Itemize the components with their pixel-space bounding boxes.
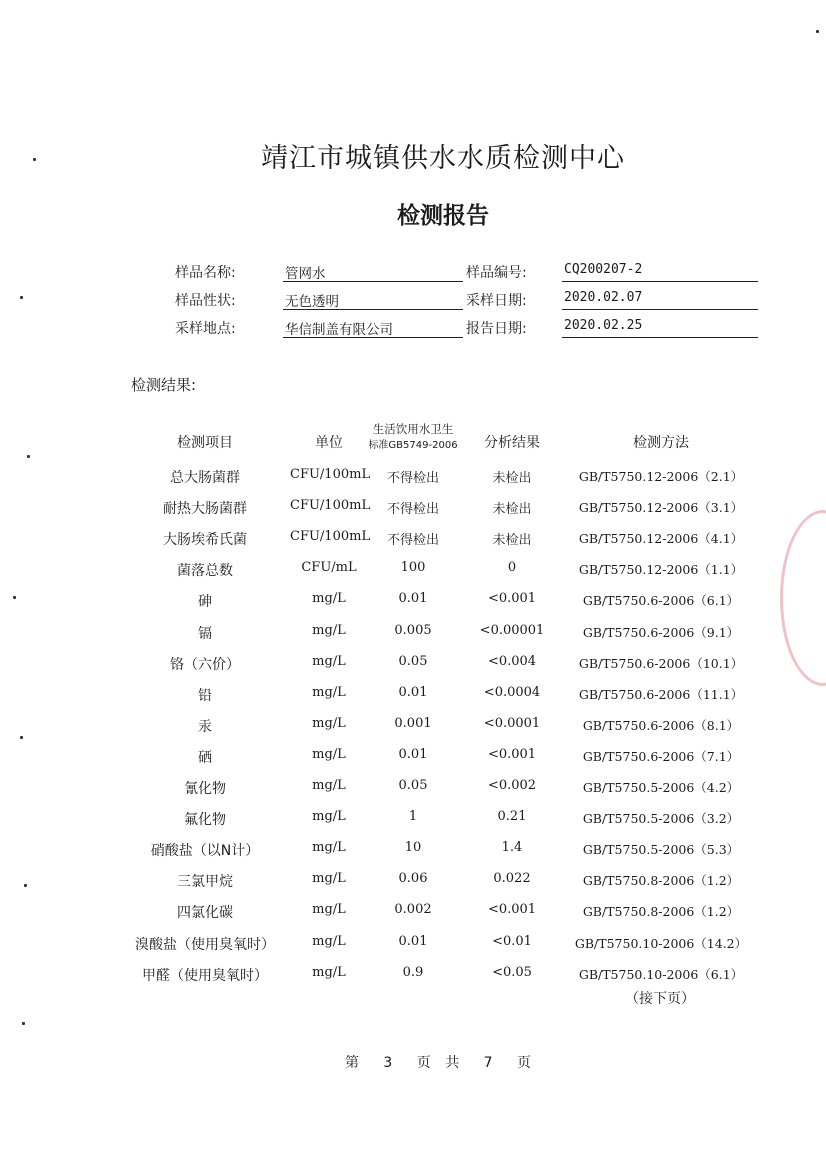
row-item: 镉 [198,625,212,642]
sampling-date-label: 采样日期: [466,293,527,309]
row-unit: CFU/100mL [290,498,371,514]
row-item: 三氯甲烷 [177,874,233,891]
table-row [0,591,826,622]
row-result: <0.001 [487,746,537,762]
report-date-label: 报告日期: [466,321,527,337]
row-method: GB/T5750.6-2006（7.1） [582,748,740,764]
table-header-row [0,422,826,463]
table-row [0,529,826,560]
sample-number-label: 样品编号: [466,265,527,281]
row-item: 甲醛（使用臭氧时） [142,967,268,984]
row-method: GB/T5750.5-2006（5.3） [582,842,740,858]
row-method: GB/T5750.10-2006（14.2） [574,935,748,951]
sample-info-row-3 [0,318,826,340]
header-method: 检测方法 [633,435,689,451]
row-standard: 0.05 [398,653,428,669]
row-item: 氟化物 [184,812,226,829]
row-result: <0.004 [487,653,537,669]
report-date-value: 2020.02.25 [562,318,758,338]
footer-total-pages: 7 [483,1055,493,1071]
row-standard: 0.01 [398,591,428,607]
organization-title: 靖江市城镇供水水质检测中心 [261,143,625,174]
report-title: 检测报告 [397,203,489,229]
table-row [0,809,826,840]
row-unit: mg/L [312,902,346,918]
table-row [0,654,826,685]
row-standard: 0.9 [402,964,424,980]
footer-middle: 页 共 [416,1055,460,1071]
row-standard: 0.01 [398,933,428,949]
row-result: <0.00001 [479,622,545,638]
row-unit: CFU/100mL [290,529,371,545]
row-result: <0.001 [487,591,537,607]
row-result: <0.002 [487,778,537,793]
row-method: GB/T5750.6-2006（6.1） [582,593,740,609]
row-standard: 1 [408,809,418,825]
row-item: 总大肠菌群 [170,470,240,486]
row-unit: mg/L [312,933,346,949]
table-row [0,685,826,716]
row-standard: 0.01 [398,684,428,700]
row-method: GB/T5750.8-2006（1.2） [582,904,740,920]
row-item: 耐热大肠菌群 [163,501,247,518]
row-unit: mg/L [312,684,346,700]
row-unit: mg/L [312,622,346,638]
row-standard: 100 [400,560,426,576]
row-item: 汞 [198,718,212,735]
header-standard-line2: 标准GB5749-2006 [368,440,458,451]
row-unit: mg/L [312,778,346,793]
row-result: 1.4 [501,840,523,856]
scan-speck [816,30,819,33]
row-result: <0.01 [492,933,532,949]
row-item: 铬（六价） [170,656,240,673]
row-result: <0.0004 [483,684,541,700]
row-result: <0.001 [487,902,537,918]
row-method: GB/T5750.5-2006（3.2） [582,811,740,827]
row-result: 0.022 [493,871,531,887]
table-row [0,902,826,933]
sampling-location-label: 采样地点: [175,321,236,337]
row-item: 氰化物 [184,781,226,797]
table-row [0,467,826,498]
continue-note: （接下页） [625,991,695,1007]
table-row [0,934,826,965]
row-standard: 10 [404,840,422,856]
row-result: 0.21 [497,809,527,825]
row-method: GB/T5750.6-2006（9.1） [582,624,740,640]
table-row [0,840,826,871]
row-unit: mg/L [312,591,346,607]
row-method: GB/T5750.12-2006（1.1） [578,562,744,578]
row-result: <0.05 [492,964,532,980]
row-item: 溴酸盐（使用臭氧时） [135,936,275,953]
table-row [0,560,826,591]
row-item: 菌落总数 [177,563,233,580]
row-unit: CFU/100mL [290,467,371,482]
row-standard: 不得检出 [386,471,439,486]
header-result: 分析结果 [484,435,540,451]
row-item: 大肠埃希氏菌 [163,532,247,549]
footer-prefix: 第 [344,1055,359,1071]
row-method: GB/T5750.6-2006（8.1） [582,717,740,733]
row-method: GB/T5750.8-2006（1.2） [582,873,740,889]
row-item: 砷 [198,594,212,611]
table-row [0,747,826,778]
row-standard: 0.005 [394,622,432,638]
sample-state-value: 无色透明 [283,290,463,310]
sampling-location-value: 华信制盖有限公司 [283,318,463,338]
row-method: GB/T5750.10-2006（6.1） [578,966,744,982]
row-method: GB/T5750.5-2006（4.2） [582,780,740,795]
row-item: 四氯化碳 [177,905,233,922]
row-item: 硒 [198,749,212,766]
header-standard [368,422,458,453]
sample-info-row-1 [0,262,826,284]
table-row [0,498,826,529]
row-standard: 0.002 [394,902,432,918]
row-standard: 不得检出 [386,533,439,549]
footer-suffix: 页 [517,1055,532,1071]
row-standard: 不得检出 [386,502,439,518]
sample-number-value: CQ200207-2 [562,262,758,282]
results-section-label: 检测结果: [131,376,197,394]
row-result: 未检出 [492,471,532,486]
row-result: 未检出 [492,533,532,549]
row-method: GB/T5750.6-2006（10.1） [578,655,744,671]
row-method: GB/T5750.6-2006（11.1） [578,686,744,702]
table-row [0,778,826,809]
sample-name-value: 管网水 [283,262,463,282]
row-standard: 0.001 [394,715,432,731]
row-unit: mg/L [312,871,346,887]
row-standard: 0.06 [398,871,428,887]
table-row [0,623,826,654]
row-item: 硝酸盐（以N计） [150,843,260,860]
sample-state-label: 样品性状: [175,293,236,309]
sampling-date-value: 2020.02.07 [562,290,758,310]
row-result: 未检出 [492,502,532,518]
row-unit: mg/L [312,746,346,762]
table-row [0,716,826,747]
footer-current-page: 3 [383,1055,393,1071]
row-unit: mg/L [312,964,346,980]
row-unit: mg/L [312,653,346,669]
table-row [0,871,826,902]
row-method: GB/T5750.12-2006（4.1） [578,531,744,547]
header-unit: 单位 [315,435,343,451]
row-method: GB/T5750.12-2006（2.1） [578,469,744,484]
sample-info-row-2 [0,290,826,312]
row-result: 0 [507,560,517,576]
row-standard: 0.05 [398,778,428,793]
row-method: GB/T5750.12-2006（3.1） [578,500,744,516]
page-footer [0,1052,826,1072]
scan-speck [22,1022,25,1025]
row-standard: 0.01 [398,746,428,762]
row-unit: mg/L [312,809,346,825]
header-standard-line1: 生活饮用水卫生 [372,422,454,436]
row-result: <0.0001 [483,715,541,731]
row-item: 铅 [198,687,212,704]
row-unit: mg/L [312,715,346,731]
sample-name-label: 样品名称: [175,265,236,281]
header-item: 检测项目 [177,435,233,451]
row-unit: mg/L [312,840,346,856]
row-unit: CFU/mL [301,560,357,576]
